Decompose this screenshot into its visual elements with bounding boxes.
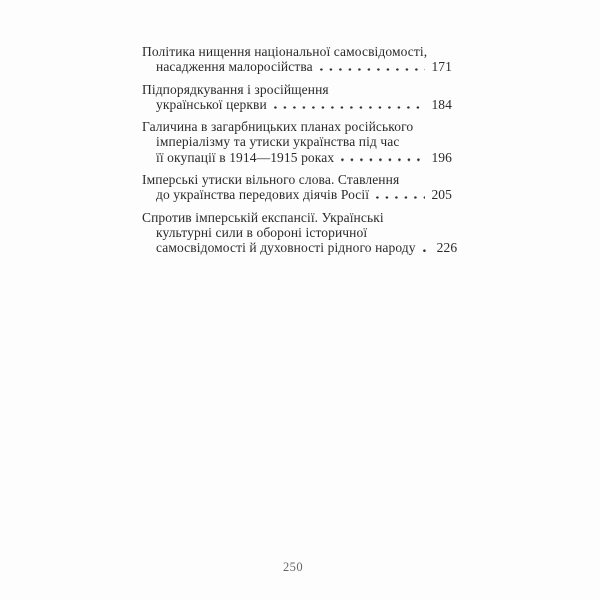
toc-entry: [142, 44, 452, 75]
toc-entry: [142, 119, 452, 165]
table-of-contents: [142, 44, 458, 256]
toc-entry-text: української церкви: [156, 96, 267, 112]
toc-entry-text: насадження малоросійства: [156, 59, 313, 75]
page-number: 250: [283, 560, 303, 574]
toc-entry-last-line: [142, 59, 452, 74]
dot-leader: [320, 68, 426, 71]
toc-entry-text: її окупації в 1914—1915 роках: [156, 149, 335, 165]
toc-page-number: 205: [431, 187, 452, 203]
toc-entry-last-line: [142, 240, 458, 256]
toc-page-number: 171: [431, 59, 452, 75]
toc-entry-text: до українства передових діячів Росії: [156, 187, 370, 203]
toc-entry-title-line: Підпорядкування і зросійщення: [142, 81, 329, 97]
dot-leader: [423, 249, 431, 252]
toc-page-number: 184: [431, 96, 452, 112]
toc-entry-last-line: [142, 150, 452, 165]
dot-leader: [341, 158, 425, 161]
toc-page-number: 226: [436, 240, 458, 256]
toc-entry-continuation-line: культурні сили в обороні історичної: [156, 224, 368, 240]
toc-entry: [142, 172, 452, 203]
toc-entry: [142, 209, 458, 256]
dot-leader: [376, 196, 425, 199]
toc-entry: [142, 82, 452, 113]
page-footer: [0, 560, 586, 575]
toc-entry-title-line: Політика нищення національної самосвідомості,: [142, 44, 428, 59]
toc-page-number: 196: [431, 149, 452, 165]
toc-entry-title-line: Галичина в загарбницьких планах російського: [142, 119, 414, 135]
dot-leader: [274, 106, 426, 109]
toc-entry-text: самосвідомості й духовності рідного народу: [156, 240, 416, 256]
toc-entry-continuation-line: імперіалізму та утиски українства під час: [156, 134, 400, 150]
toc-entry-last-line: [142, 97, 452, 112]
toc-entry-title-line: Спротив імперській експансії. Українські: [142, 209, 384, 225]
toc-entry-last-line: [142, 187, 452, 202]
toc-entry-title-line: Імперські утиски вільного слова. Ставлення: [142, 172, 400, 188]
